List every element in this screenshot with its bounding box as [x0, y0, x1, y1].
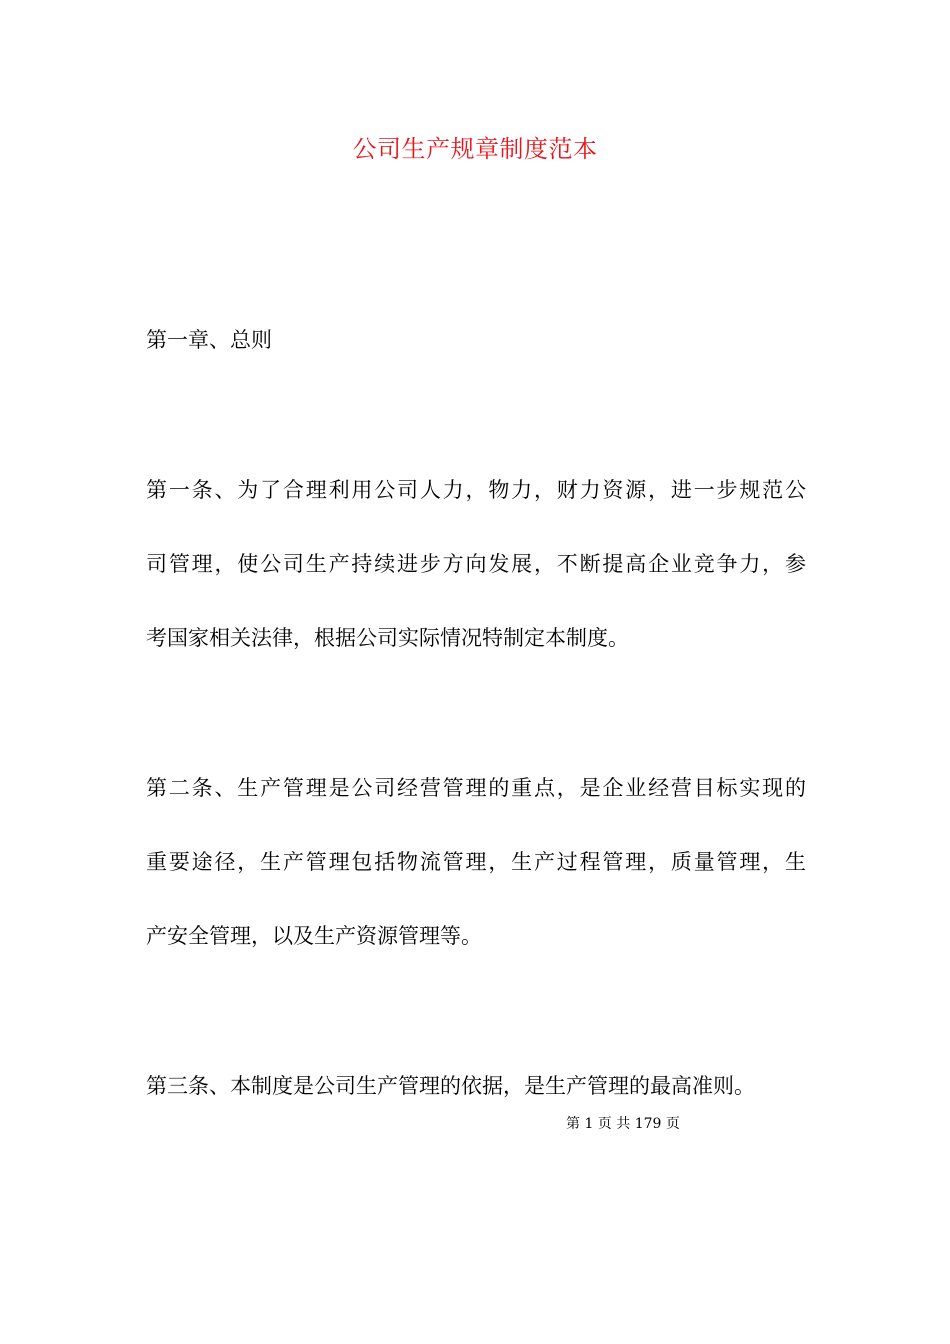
document-title: 公司生产规章制度范本 [352, 135, 598, 163]
chapter-heading: 第一章、总则 [146, 328, 272, 352]
article-2-line-3: 产安全管理，以及生产资源管理等。 [146, 924, 482, 948]
article-2 [146, 772, 806, 994]
article-1-line-1: 第一条、为了合理利用公司人力，物力，财力资源，进一步规范公 [146, 478, 806, 502]
article-2-line-2: 重要途径，生产管理包括物流管理，生产过程管理，质量管理，生 [146, 850, 806, 874]
article-3-line-1: 第三条、本制度是公司生产管理的依据，是生产管理的最高准则。 [146, 1074, 755, 1098]
article-1 [146, 474, 806, 696]
article-1-line-3: 考国家相关法律，根据公司实际情况特制定本制度。 [146, 626, 629, 650]
page-footer: 第 1 页 共 179 页 [566, 1116, 680, 1132]
article-3 [146, 1070, 806, 1144]
article-2-line-1: 第二条、生产管理是公司经营管理的重点，是企业经营目标实现的 [146, 776, 806, 800]
article-1-line-2: 司管理，使公司生产持续进步方向发展，不断提高企业竞争力，参 [146, 552, 806, 576]
